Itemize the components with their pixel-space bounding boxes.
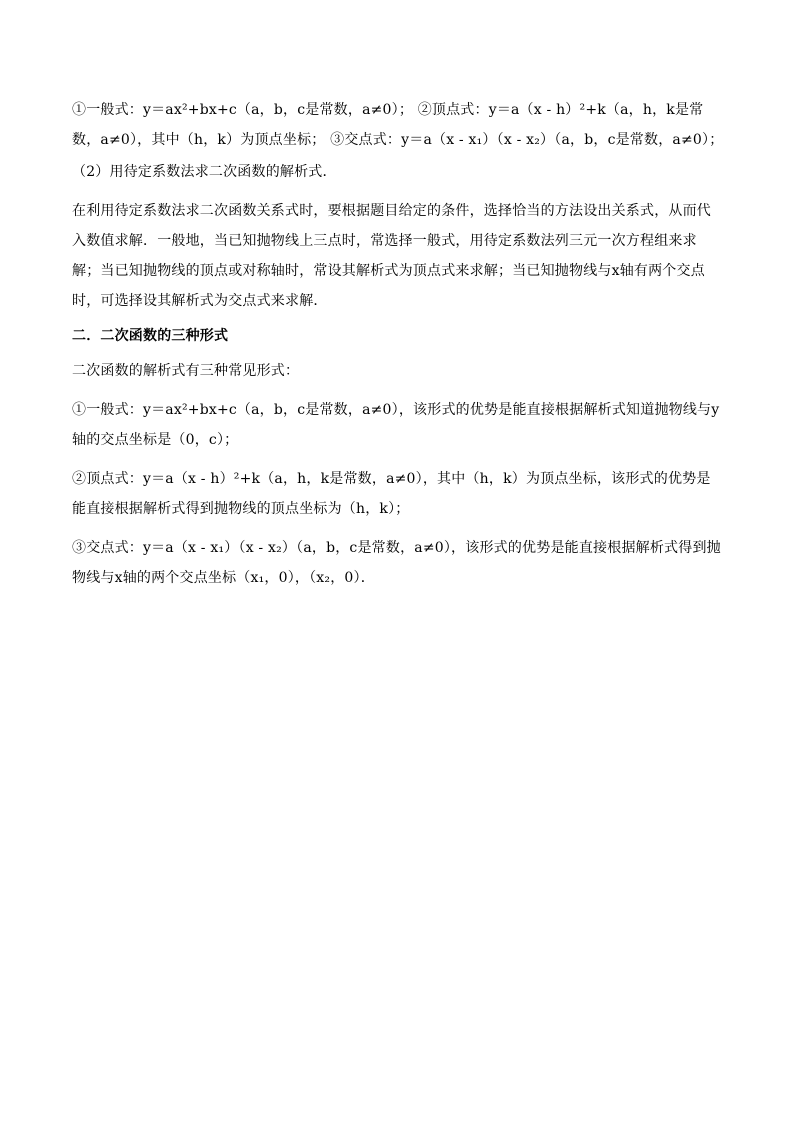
document-body bbox=[72, 95, 724, 593]
method-explanation-paragraph: 在利用待定系数法求二次函数关系式时，要根据题目给定的条件，选择恰当的方法设出关系式，从而代入数值求解．一般地，当已知抛物线上三点时，常选择一般式，用待定系数法列三元一次方程组来求解；当已知抛物线的顶点或对称轴时，常设其解析式为顶点式来求解；当已知抛物线与x轴有两个交点时，可选择设其解析式为交点式来求解． bbox=[72, 203, 711, 309]
forms-summary-paragraph: ①一般式：y＝ax²+bx+c（a，b，c是常数，a≠0）； ②顶点式：y＝a（x - h）²+k（a，h，k是常数，a≠0），其中（h，k）为顶点坐标； ③交点式：y＝a（x - x₁）（x - x₂）（a，b，c是常数，a≠0）； bbox=[72, 102, 724, 148]
general-form-paragraph: ①一般式：y＝ax²+bx+c（a，b，c是常数，a≠0），该形式的优势是能直接根据解析式知道抛物线与y轴的交点坐标是（0，c）； bbox=[72, 402, 720, 448]
subsection-title: （2）用待定系数法求二次函数的解析式． bbox=[72, 164, 337, 180]
intercept-form-paragraph: ③交点式：y＝a（x - x₁）（x - x₂）（a，b，c是常数，a≠0），该形式的优势是能直接根据解析式得到抛物线与x轴的两个交点坐标（x₁，0），（x₂，0）． bbox=[72, 540, 721, 586]
section-heading: 二．二次函数的三种形式 bbox=[72, 328, 229, 344]
vertex-form-paragraph: ②顶点式：y＝a（x - h）²+k（a，h，k是常数，a≠0），其中（h，k）为顶点坐标，该形式的优势是能直接根据解析式得到抛物线的顶点坐标为（h，k）； bbox=[72, 471, 711, 517]
section-intro: 二次函数的解析式有三种常见形式： bbox=[72, 363, 300, 379]
